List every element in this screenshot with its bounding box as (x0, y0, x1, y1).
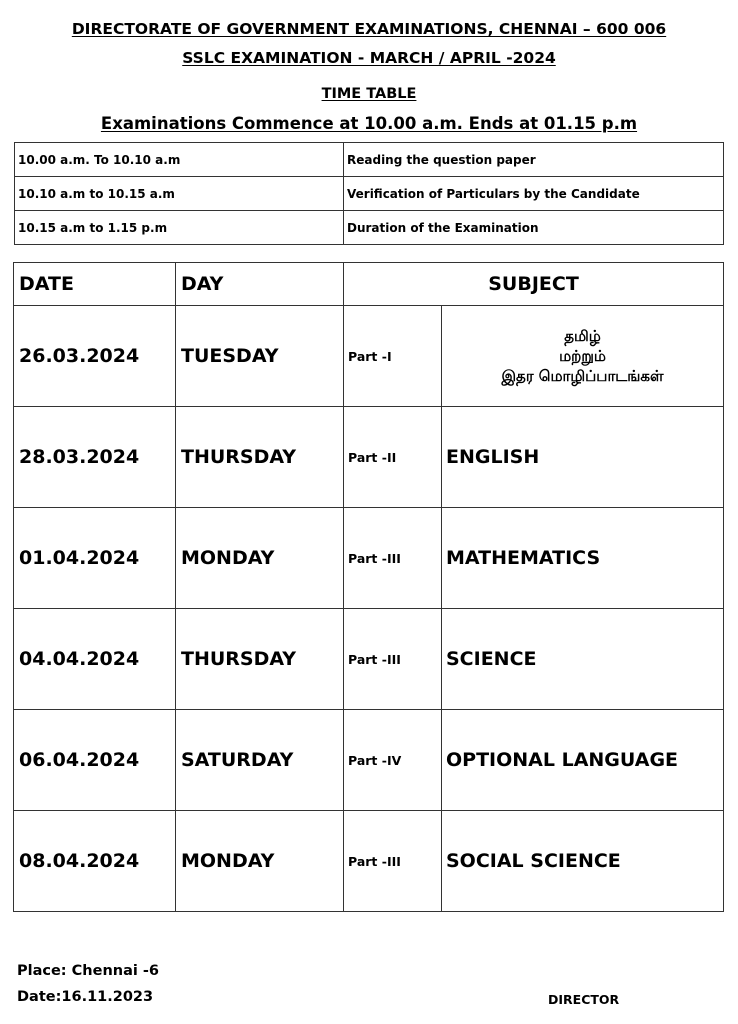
exam-subject: ENGLISH (442, 407, 724, 508)
day-column-header: DAY (176, 263, 344, 306)
exam-day: MONDAY (176, 811, 344, 912)
exam-subject: SOCIAL SCIENCE (442, 811, 724, 912)
exam-day: TUESDAY (176, 306, 344, 407)
exam-date: 06.04.2024 (14, 710, 176, 811)
exam-part: Part -II (344, 407, 442, 508)
schedule-row (14, 508, 724, 609)
exam-part: Part -III (344, 508, 442, 609)
place-line: Place: Chennai -6 (17, 963, 160, 979)
exam-subject: OPTIONAL LANGUAGE (442, 710, 724, 811)
exam-day: SATURDAY (176, 710, 344, 811)
schedule-row (14, 609, 724, 710)
exam-date: 01.04.2024 (14, 508, 176, 609)
signatory-title: DIRECTOR (548, 992, 620, 1007)
subject-line: தமிழ் (564, 327, 601, 345)
schedule-row (14, 407, 724, 508)
exam-title: SSLC EXAMINATION - MARCH / APRIL -2024 (182, 49, 556, 67)
exam-date: 04.04.2024 (14, 609, 176, 710)
timing-time: 10.00 a.m. To 10.10 a.m (15, 143, 344, 177)
timing-activity: Duration of the Examination (344, 211, 724, 245)
exam-subject (442, 306, 724, 407)
exam-date: 08.04.2024 (14, 811, 176, 912)
timing-row (15, 177, 724, 211)
exam-date: 28.03.2024 (14, 407, 176, 508)
subject-column-header: SUBJECT (344, 263, 724, 306)
timetable-heading: TIME TABLE (321, 86, 417, 102)
subject-line: மற்றும் (559, 347, 606, 365)
directorate-title: DIRECTORATE OF GOVERNMENT EXAMINATIONS, CHENNAI – 600 006 (71, 20, 667, 38)
tamil-subject-block (442, 326, 723, 386)
exam-schedule-table (13, 262, 724, 912)
schedule-row (14, 710, 724, 811)
date-column-header: DATE (14, 263, 176, 306)
timing-activity: Reading the question paper (344, 143, 724, 177)
exam-part: Part -III (344, 811, 442, 912)
exam-timing-note: Examinations Commence at 10.00 a.m. Ends at 01.15 p.m (100, 114, 638, 133)
exam-day: THURSDAY (176, 609, 344, 710)
timing-table (14, 142, 724, 245)
exam-day: MONDAY (176, 508, 344, 609)
exam-part: Part -I (344, 306, 442, 407)
timing-time: 10.15 a.m to 1.15 p.m (15, 211, 344, 245)
exam-part: Part -IV (344, 710, 442, 811)
exam-subject: MATHEMATICS (442, 508, 724, 609)
exam-day: THURSDAY (176, 407, 344, 508)
schedule-header-row (14, 263, 724, 306)
schedule-row (14, 811, 724, 912)
timing-time: 10.10 a.m to 10.15 a.m (15, 177, 344, 211)
schedule-row (14, 306, 724, 407)
timing-row (15, 211, 724, 245)
exam-part: Part -III (344, 609, 442, 710)
timing-row (15, 143, 724, 177)
exam-date: 26.03.2024 (14, 306, 176, 407)
timing-activity: Verification of Particulars by the Candidate (344, 177, 724, 211)
subject-line: இதர மொழிப்பாடங்கள் (501, 367, 664, 385)
issue-date-line: Date:16.11.2023 (17, 989, 154, 1005)
exam-subject: SCIENCE (442, 609, 724, 710)
